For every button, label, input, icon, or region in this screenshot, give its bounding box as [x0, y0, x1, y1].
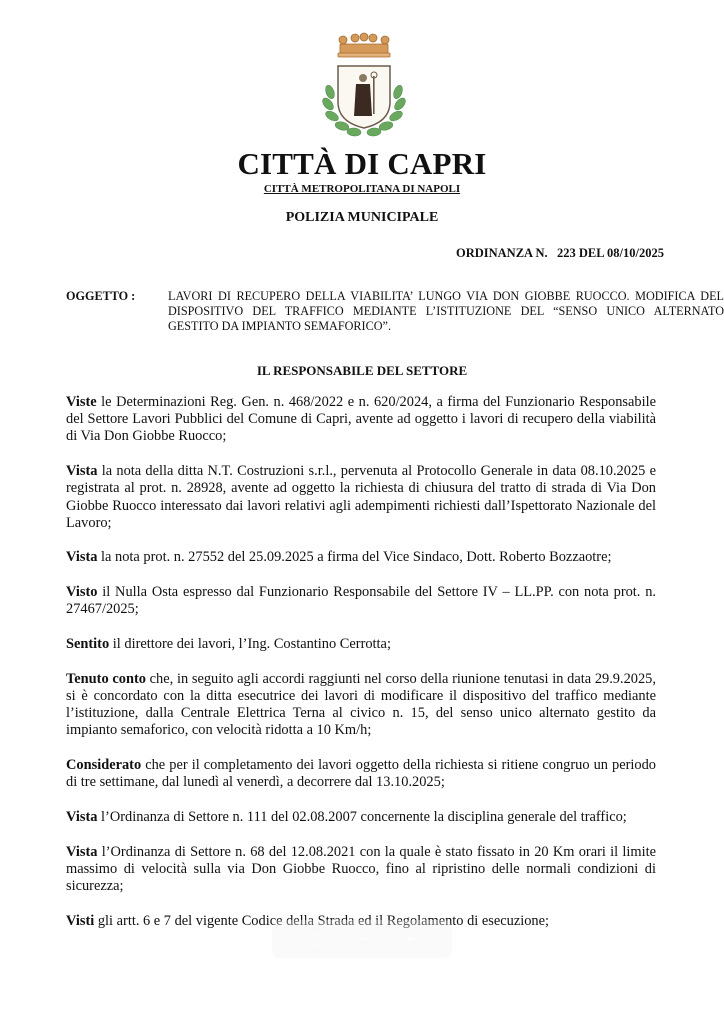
paragraph-text: che, in seguito agli accordi raggiunti nel corso della riunione tenutasi in data 29.9.2025, si è concordato con la ditta esecutrice dei lavori di modificare il dispositivo del traffico mediante l’istituzione, dalla Centrale Elettrica Terna al civico n. 15, del senso unico alternato gestito da impianto semaforico, con velocità ridotta a 10 Km/h; — [66, 670, 656, 739]
paragraph-lead: Vista — [66, 463, 98, 480]
paragraph-lead: Visto — [66, 584, 98, 601]
city-subtitle: CITTÀ METROPOLITANA DI NAPOLI — [263, 183, 461, 195]
paragraph-lead: Viste — [66, 394, 97, 410]
subject-label: OGGETTO : — [66, 289, 136, 303]
paragraph-text: il direttore dei lavori, l’Ing. Costantino Cerrotta; — [109, 636, 391, 653]
paragraph-lead: Considerato — [66, 757, 142, 774]
city-title: CITTÀ DI CAPRI — [237, 146, 487, 181]
section-heading: IL RESPONSABILE DEL SETTORE — [256, 363, 468, 378]
paragraph-text: gli artt. 6 e 7 del vigente Codice della Strada ed il Regolamento di esecuzione; — [94, 912, 550, 929]
paragraph-lead: Sentito — [66, 636, 110, 653]
paragraph — [66, 636, 656, 653]
paragraph — [66, 549, 656, 566]
department-name: POLIZIA MUNICIPALE — [285, 210, 439, 225]
paragraph — [66, 757, 656, 791]
paragraph — [66, 584, 656, 618]
paragraph — [66, 394, 656, 446]
pdf-viewer-toolbar — [272, 920, 452, 958]
paragraph-text: l’Ordinanza di Settore n. 111 del 02.08.2007 concernente la disciplina generale del traffico; — [97, 808, 627, 825]
fit-page-icon[interactable]: ⬚ — [307, 931, 321, 947]
paragraph-lead: Visti — [66, 912, 95, 929]
paragraph-lead: Vista — [66, 808, 98, 825]
paragraph — [66, 463, 656, 532]
zoom-in-icon[interactable]: + — [404, 931, 416, 947]
paragraph-text: la nota della ditta N.T. Costruzioni s.r.l., pervenuta al Protocollo Generale in data 08.10.2025 e registrata al prot. n. 28928, avente ad oggetto la richiesta di chiusura del tratto di strada di Via Don Giobbe Ruocco interessato dai lavori relativi agli adempimenti richiesti dall’Ispettorato Nazionale del Lavoro; — [66, 463, 656, 531]
paragraph-text: che per il completamento dei lavori oggetto della richiesta si ritiene congruo un periodo di tre settimane, dal lunedì al venerdì, a decorrere dal 13.10.2025; — [66, 757, 656, 791]
ordinance-number: ORDINANZA N. 223 DEL 08/10/2025 — [455, 246, 664, 260]
paragraph — [66, 809, 656, 826]
subject-text: LAVORI DI RECUPERO DELLA VIABILITA’ LUNGO VIA DON GIOBBE RUOCCO. MODIFICA DEL DISPOSITIVO DEL TRAFFICO MEDIANTE L’ISTITUZIONE DEL “SENSO UNICO ALTERNATO GESTITO DA IMPIANTO SEMAFORICO”. — [168, 289, 724, 334]
paragraph-lead: Vista — [66, 549, 98, 566]
paragraph-lead: Vista — [66, 843, 98, 860]
document-body — [66, 394, 656, 947]
zoom-out-icon[interactable]: − — [356, 931, 368, 947]
coat-of-arms-icon — [318, 30, 410, 142]
paragraph-text: il Nulla Osta espresso dal Funzionario Responsabile del Settore IV – LL.PP. con nota prot. n. 27467/2025; — [66, 584, 656, 618]
paragraph — [66, 671, 656, 740]
paragraph-lead: Tenuto conto — [66, 670, 146, 687]
paragraph — [66, 844, 656, 896]
paragraph-text: le Determinazioni Reg. Gen. n. 468/2022 e n. 620/2024, a firma del Funzionario Responsabile del Settore Lavori Pubblici del Comune di Capri, avente ad oggetto i lavori di recupero della viabilità di Via Don Giobbe Ruocco; — [66, 394, 656, 445]
paragraph-text: l’Ordinanza di Settore n. 68 del 12.08.2021 con la quale è stato fissato in 20 Km orari il limite massimo di velocità sulla via Don Giobbe Ruocco, fino al ripristino delle normali condizioni di sicurezza; — [66, 843, 656, 895]
paragraph-text: la nota prot. n. 27552 del 25.09.2025 a firma del Vice Sindaco, Dott. Roberto Bozzaotre; — [97, 549, 612, 566]
